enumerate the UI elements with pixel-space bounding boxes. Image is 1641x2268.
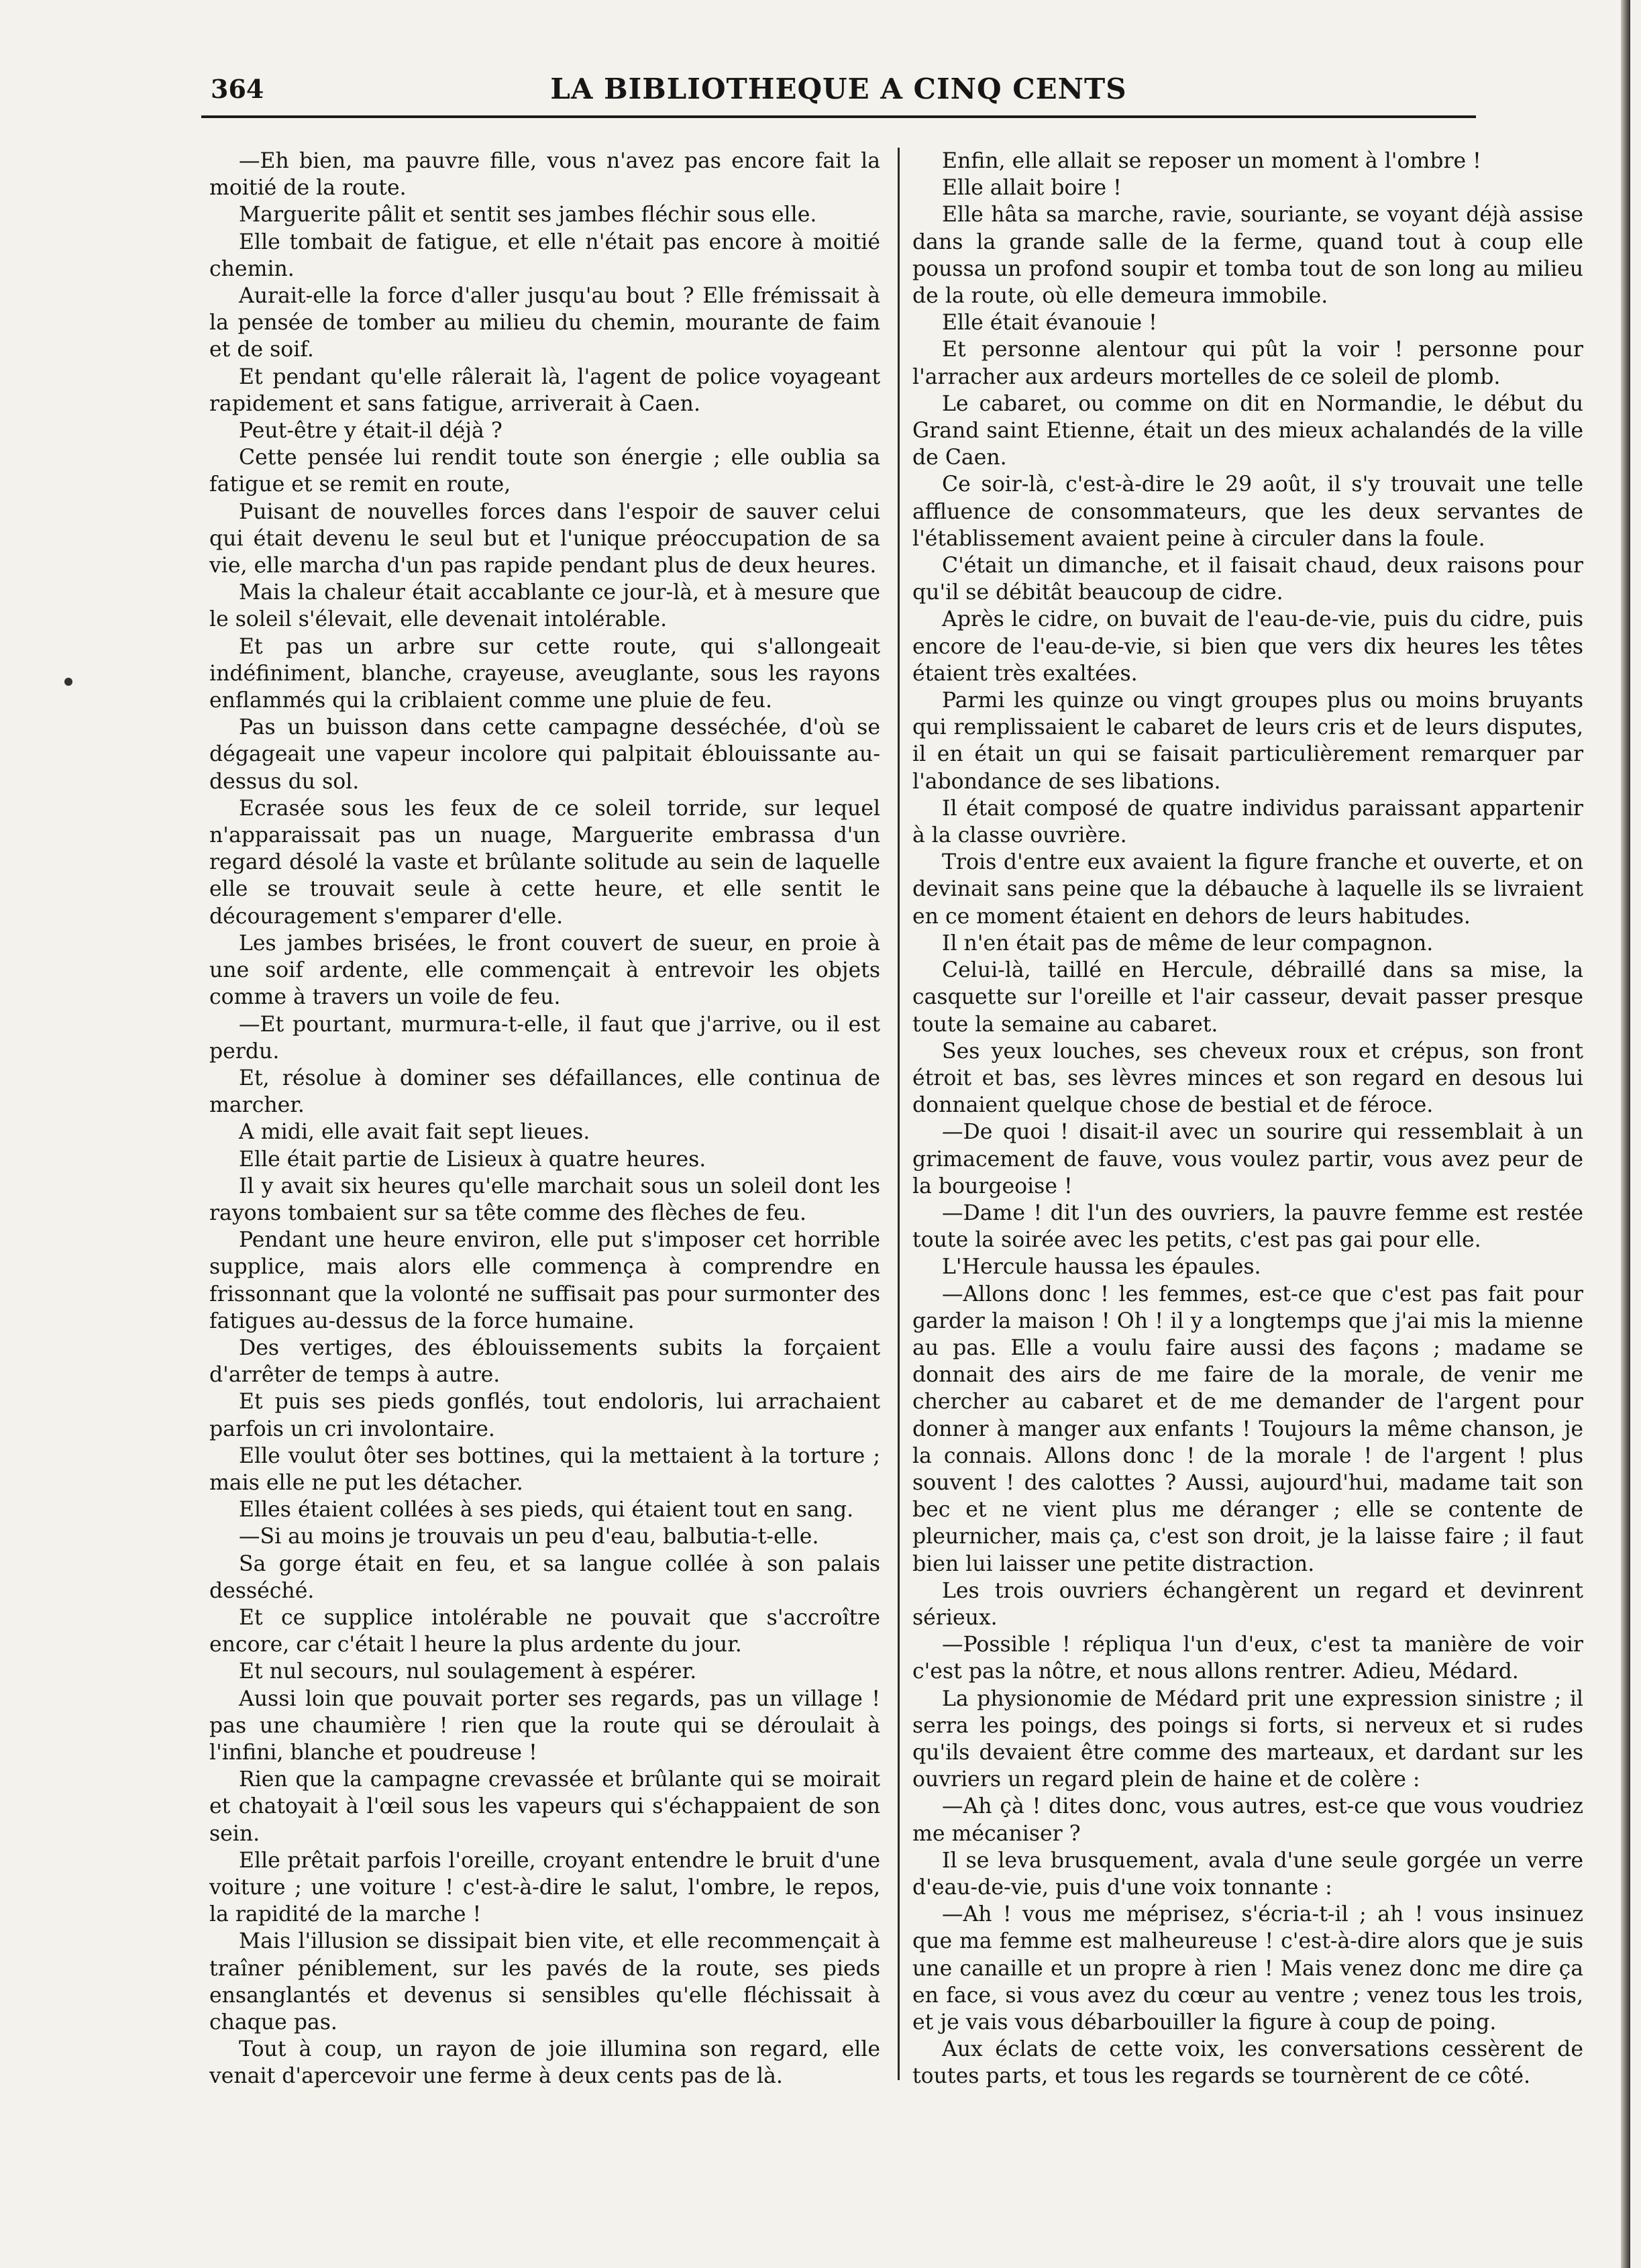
- paragraph: Puisant de nouvelles forces dans l'espoir de sauver celui qui était devenu le seul but et l'unique préoccupation de sa vie, elle marcha d'un pas rapide pendant plus de deux heures.: [209, 499, 880, 578]
- paragraph: Enfin, elle allait se reposer un moment à l'ombre !: [942, 149, 1481, 173]
- paragraph: Les jambes brisées, le front couvert de sueur, en proie à une soif ardente, elle commençait à entrevoir les objets comme à travers un voile de feu.: [209, 931, 880, 1010]
- paragraph: Elle hâta sa marche, ravie, souriante, se voyant déjà assise dans la grande salle de la ferme, quand tout à coup elle poussa un profond soupir et tomba tout de son long au milieu de la route, où elle demeura immobile.: [912, 203, 1583, 309]
- paragraph: Cette pensée lui rendit toute son énergie ; elle oublia sa fatigue et se remit en route,: [209, 446, 880, 497]
- paragraph: Ce soir-là, c'est-à-dire le 29 août, il s'y trouvait une telle affluence de consommateurs, que les deux servantes de l'établissement avaient peine à circuler dans la foule.: [912, 472, 1583, 551]
- right-column: [912, 148, 1583, 2090]
- paragraph: Elle voulut ôter ses bottines, qui la mettaient à la torture ; mais elle ne put les détacher.: [209, 1443, 880, 1495]
- paragraph: Après le cidre, on buvait de l'eau-de-vie, puis du cidre, puis encore de l'eau-de-vie, si bien que vers dix heures les têtes étaient très exaltées.: [912, 607, 1583, 686]
- paragraph: C'était un dimanche, et il faisait chaud, deux raisons pour qu'il se débitât beaucoup de cidre.: [912, 554, 1583, 605]
- paragraph: —De quoi ! disait-il avec un sourire qui ressemblait à un grimacement de fauve, vous voulez partir, vous avez peur de la bourgeoise !: [912, 1120, 1583, 1198]
- paragraph: Et puis ses pieds gonflés, tout endoloris, lui arrachaient parfois un cri involontaire.: [209, 1390, 880, 1441]
- paragraph: —Ah çà ! dites donc, vous autres, est-ce que vous voudriez me mécaniser ?: [912, 1794, 1583, 1846]
- paragraph: Elle était partie de Lisieux à quatre heures.: [239, 1147, 706, 1172]
- paragraph: Peut-être y était-il déjà ?: [239, 419, 502, 444]
- paragraph: Et, résolue à dominer ses défaillances, elle continua de marcher.: [209, 1066, 880, 1118]
- paragraph: Et nul secours, nul soulagement à espérer.: [239, 1659, 697, 1684]
- paragraph: Il n'en était pas de même de leur compagnon.: [942, 931, 1434, 956]
- column-divider: [898, 148, 900, 2080]
- page-edge-shadow: [1621, 0, 1630, 2268]
- left-column: [209, 148, 880, 2090]
- paragraph: Parmi les quinze ou vingt groupes plus ou moins bruyants qui remplissaient le cabaret de leurs cris et de leurs disputes, il en était un qui se faisait particulièrement remarquer par l'abondance de ses libations.: [912, 688, 1583, 794]
- paragraph: Celui-là, taillé en Hercule, débraillé dans sa mise, la casquette sur l'oreille et l'air casseur, devait passer presque toute la semaine au cabaret.: [912, 958, 1583, 1037]
- paragraph: Elle allait boire !: [942, 176, 1122, 201]
- paragraph: Le cabaret, ou comme on dit en Normandie, le début du Grand saint Etienne, était un des mieux achalandés de la ville de Caen.: [912, 391, 1583, 470]
- paragraph: Et pas un arbre sur cette route, qui s'allongeait indéfiniment, blanche, crayeuse, aveuglante, sous les rayons enflammés qui la criblaient comme une pluie de feu.: [209, 634, 880, 713]
- page-number: 364: [211, 74, 264, 104]
- paragraph: —Allons donc ! les femmes, est-ce que c'est pas fait pour garder la maison ! Oh ! il y a longtemps que j'ai mis la mienne au pas. Elle a voulu faire aussi des façons ; madame se donnait des airs de me faire de la morale, de venir me chercher au cabaret et de me demander de l'argent pour donner à manger aux enfants ! Toujours la même chanson, je la connais. Allons donc ! de la morale ! de l'argent ! plus souvent ! des calottes ? Aussi, aujourd'hui, madame tait son bec et ne vient plus me déranger ; elle se contente de pleurnicher, mais ça, c'est son droit, je la laisse faire ; il faut bien lui laisser une petite distraction.: [912, 1282, 1583, 1576]
- paragraph: L'Hercule haussa les épaules.: [942, 1255, 1261, 1280]
- paragraph: Pendant une heure environ, elle put s'imposer cet horrible supplice, mais alors elle commença à comprendre en frissonnant que la volonté ne suffisait pas pour surmonter des fatigues au-dessus de la force humaine.: [209, 1228, 880, 1333]
- paragraph: Marguerite pâlit et sentit ses jambes fléchir sous elle.: [239, 203, 817, 227]
- paragraph: Des vertiges, des éblouissements subits la forçaient d'arrêter de temps à autre.: [209, 1335, 880, 1388]
- paragraph: Sa gorge était en feu, et sa langue collée à son palais desséché.: [209, 1551, 880, 1603]
- paragraph: Mais la chaleur était accablante ce jour-là, et à mesure que le soleil s'élevait, elle devenait intolérable.: [209, 580, 880, 632]
- paragraph: —Si au moins je trouvais un peu d'eau, balbutia-t-elle.: [239, 1525, 819, 1549]
- paragraph: Ses yeux louches, ses cheveux roux et crépus, son front étroit et bas, ses lèvres minces et son regard en desous lui donnaient quelque chose de bestial et de féroce.: [912, 1039, 1583, 1118]
- running-title: LA BIBLIOTHEQUE A CINQ CENTS: [550, 72, 1127, 105]
- paragraph: Et pendant qu'elle râlerait là, l'agent de police voyageant rapidement et sans fatigue, arriverait à Caen.: [209, 364, 880, 416]
- paragraph: —Eh bien, ma pauvre fille, vous n'avez pas encore fait la moitié de la route.: [209, 149, 880, 201]
- paragraph: —Possible ! répliqua l'un d'eux, c'est ta manière de voir c'est pas la nôtre, et nous allons rentrer. Adieu, Médard.: [912, 1633, 1583, 1684]
- paragraph: Mais l'illusion se dissipait bien vite, et elle recommençait à traîner péniblement, sur les pavés de la route, ses pieds ensanglantés et devenus si sensibles qu'elle fléchissait à chaque pas.: [209, 1929, 880, 2035]
- paragraph: Les trois ouvriers échangèrent un regard et devinrent sérieux.: [912, 1578, 1583, 1630]
- margin-ink-dot: [64, 678, 72, 686]
- paragraph: Elle prêtait parfois l'oreille, croyant entendre le bruit d'une voiture ; une voiture ! c'est-à-dire le salut, l'ombre, le repos, la rapidité de la marche !: [209, 1848, 880, 1927]
- paragraph: Et personne alentour qui pût la voir ! personne pour l'arracher aux ardeurs mortelles de ce soleil de plomb.: [912, 338, 1583, 389]
- paragraph: Aussi loin que pouvait porter ses regards, pas un village ! pas une chaumière ! rien que la route qui se déroulait à l'infini, blanche et poudreuse !: [209, 1686, 880, 1765]
- paragraph: —Dame ! dit l'un des ouvriers, la pauvre femme est restée toute la soirée avec les petits, c'est pas gai pour elle.: [912, 1200, 1583, 1253]
- paragraph: Et ce supplice intolérable ne pouvait que s'accroître encore, car c'était l heure la plus ardente du jour.: [209, 1605, 880, 1657]
- paragraph: Il était composé de quatre individus paraissant appartenir à la classe ouvrière.: [912, 796, 1583, 848]
- page-header: [201, 68, 1476, 118]
- paragraph: Il se leva brusquement, avala d'une seule gorgée un verre d'eau-de-vie, puis d'une voix tonnante :: [912, 1848, 1583, 1900]
- paragraph: Trois d'entre eux avaient la figure franche et ouverte, et on devinait sans peine que la débauche à laquelle ils se livraient en ce moment étaient en dehors de leurs habitudes.: [912, 850, 1583, 929]
- paragraph: Aurait-elle la force d'aller jusqu'au bout ? Elle frémissait à la pensée de tomber au milieu du chemin, mourante de faim et de soif.: [209, 284, 880, 362]
- paragraph: Ecrasée sous les feux de ce soleil torride, sur lequel n'apparaissait pas un nuage, Marguerite embrassa d'un regard désolé la vaste et brûlante solitude au sein de laquelle elle se trouvait seule à cette heure, et elle sentit le découragement s'emparer d'elle.: [209, 796, 880, 929]
- paragraph: La physionomie de Médard prit une expression sinistre ; il serra les poings, des poings si forts, si nerveux et si rudes qu'ils devaient être comme des marteaux, et dardant sur les ouvriers un regard plein de haine et de colère :: [912, 1686, 1583, 1792]
- paragraph: Tout à coup, un rayon de joie illumina son regard, elle venait d'apercevoir une ferme à deux cents pas de là.: [209, 2037, 880, 2089]
- paragraph: Il y avait six heures qu'elle marchait sous un soleil dont les rayons tombaient sur sa tête comme des flèches de feu.: [209, 1174, 880, 1225]
- paragraph: Aux éclats de cette voix, les conversations cessèrent de toutes parts, et tous les regards se tournèrent de ce côté.: [912, 2037, 1583, 2089]
- paragraph: —Ah ! vous me méprisez, s'écria-t-il ; ah ! vous insinuez que ma femme est malheureuse ! c'est-à-dire alors que je suis une canaille et un propre à rien ! Mais venez donc me dire ça en face, si vous avez du cœur au ventre ; venez tous les trois, et je vais vous débarbouiller la figure à coup de poing.: [912, 1902, 1583, 2035]
- paragraph: —Et pourtant, murmura-t-elle, il faut que j'arrive, ou il est perdu.: [209, 1012, 880, 1064]
- paragraph: Rien que la campagne crevassée et brûlante qui se moirait et chatoyait à l'œil sous les vapeurs qui s'échappaient de son sein.: [209, 1767, 880, 1846]
- paragraph: Elle était évanouie !: [942, 311, 1157, 336]
- paragraph: A midi, elle avait fait sept lieues.: [239, 1120, 590, 1145]
- paragraph: Elle tombait de fatigue, et elle n'était pas encore à moitié chemin.: [209, 229, 880, 281]
- paragraph: Pas un buisson dans cette campagne desséchée, d'où se dégageait une vapeur incolore qui palpitait éblouissante au-dessus du sol.: [209, 715, 880, 794]
- paragraph: Elles étaient collées à ses pieds, qui étaient tout en sang.: [239, 1498, 854, 1523]
